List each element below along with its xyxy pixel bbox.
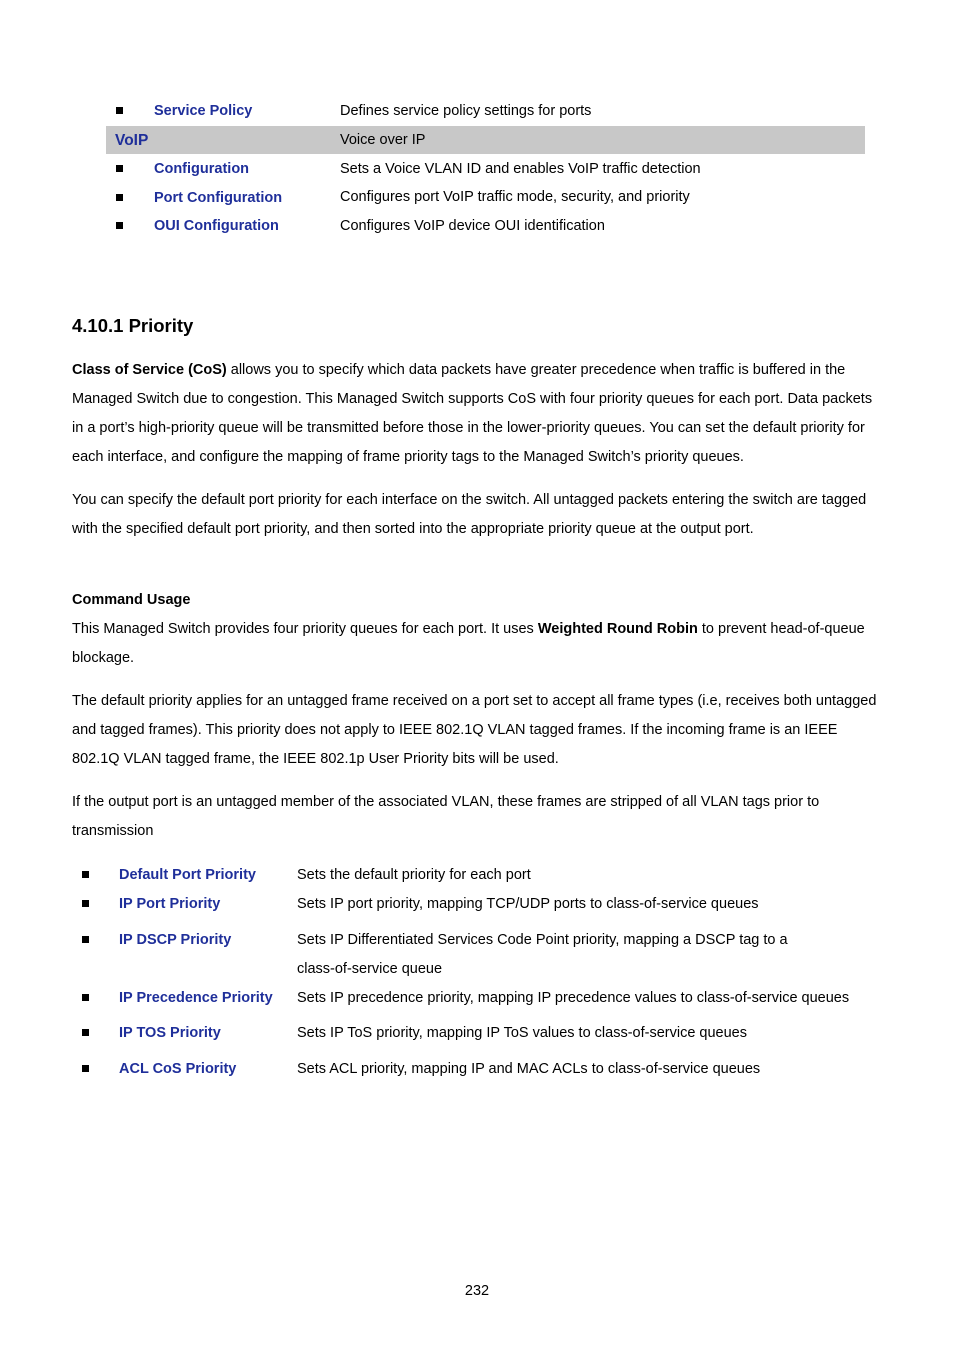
wrr-term: Weighted Round Robin	[537, 621, 698, 637]
desc-port-configuration: Configures port VoIP traffic mode, security, and priority	[340, 189, 690, 205]
link-acl-cos-priority[interactable]: ACL CoS Priority	[119, 1061, 237, 1077]
section-heading: 4.10.1 Priority	[72, 315, 194, 336]
bullet-icon	[116, 107, 123, 114]
desc-default-port-priority: Sets the default priority for each port	[297, 867, 531, 883]
untagged-frame-paragraph: The default priority applies for an untagged frame received on a port set to accept all frame types (i.e, receives both untagged and tagged frames). This priority does not apply to IEEE 802.1Q VLAN tagged frames. If the incoming frame is an IEEE 802.1Q VLAN tagged frame, the IEEE 802.1p User Priority bits will be used.	[72, 693, 877, 767]
link-voip-configuration[interactable]: Configuration	[154, 161, 250, 177]
desc-ip-tos-priority: Sets IP ToS priority, mapping IP ToS values to class-of-service queues	[297, 1025, 747, 1041]
link-default-port-priority[interactable]: Default Port Priority	[119, 867, 256, 883]
desc-service-policy: Defines service policy settings for ports	[340, 103, 592, 119]
bullet-icon	[82, 1065, 89, 1072]
link-ip-precedence-priority[interactable]: IP Precedence Priority	[119, 990, 273, 1006]
bullet-icon	[82, 936, 89, 943]
cos-term: Class of Service (CoS)	[72, 362, 227, 378]
cos-paragraph-text: allows you to specify which data packets have greater precedence when traffic is buffered in the Managed Switch due to congestion. This Managed Switch supports CoS with four priority queues for each port. Data packets in a port’s high-priority queue will be transmitted before those in the lower-priority queues. You can set the default priority for each interface, and configure the mapping of frame priority tags to the Managed Switch’s priority queues.	[72, 362, 873, 465]
queues-text-a: This Managed Switch provides four priority queues for each port. It uses	[72, 621, 538, 637]
link-ip-port-priority[interactable]: IP Port Priority	[119, 896, 221, 912]
desc-ip-port-priority: Sets IP port priority, mapping TCP/UDP ports to class-of-service queues	[297, 896, 759, 912]
cos-paragraph	[72, 356, 887, 472]
command-usage-heading: Command Usage	[72, 592, 191, 608]
queues-text-b: to prevent head-of-queue blockage.	[72, 621, 865, 666]
link-oui-configuration[interactable]: OUI Configuration	[154, 218, 279, 234]
bullet-icon	[116, 165, 123, 172]
link-voip[interactable]: VoIP	[115, 132, 149, 149]
link-ip-dscp-priority[interactable]: IP DSCP Priority	[119, 932, 232, 948]
desc-ip-dscp-priority-cont: class-of-service queue	[297, 961, 443, 977]
link-service-policy[interactable]: Service Policy	[154, 103, 253, 119]
voip-header-band	[106, 126, 865, 154]
desc-oui-configuration: Configures VoIP device OUI identification	[340, 218, 605, 234]
bullet-icon	[82, 871, 89, 878]
link-port-configuration[interactable]: Port Configuration	[154, 190, 283, 206]
bullet-icon	[116, 194, 123, 201]
desc-acl-cos-priority: Sets ACL priority, mapping IP and MAC ACLs to class-of-service queues	[297, 1061, 761, 1077]
bullet-icon	[82, 994, 89, 1001]
bullet-icon	[82, 900, 89, 907]
bullet-icon	[82, 1029, 89, 1036]
desc-voip-configuration: Sets a Voice VLAN ID and enables VoIP traffic detection	[340, 161, 701, 177]
desc-voip: Voice over IP	[340, 132, 426, 148]
link-ip-tos-priority[interactable]: IP TOS Priority	[119, 1025, 221, 1041]
default-priority-paragraph: You can specify the default port priority for each interface on the switch. All untagged packets entering the switch are tagged with the specified default port priority, and then sorted into the appropriate priority queue at the output port.	[72, 492, 867, 537]
page-number: 232	[464, 1283, 490, 1299]
desc-ip-dscp-priority: Sets IP Differentiated Services Code Point priority, mapping a DSCP tag to a	[297, 932, 788, 948]
vlan-strip-paragraph: If the output port is an untagged member of the associated VLAN, these frames are stripped of all VLAN tags prior to transmission	[72, 794, 820, 839]
queues-paragraph	[72, 615, 887, 673]
desc-ip-precedence-priority: Sets IP precedence priority, mapping IP precedence values to class-of-service queues	[297, 990, 850, 1006]
bullet-icon	[116, 222, 123, 229]
